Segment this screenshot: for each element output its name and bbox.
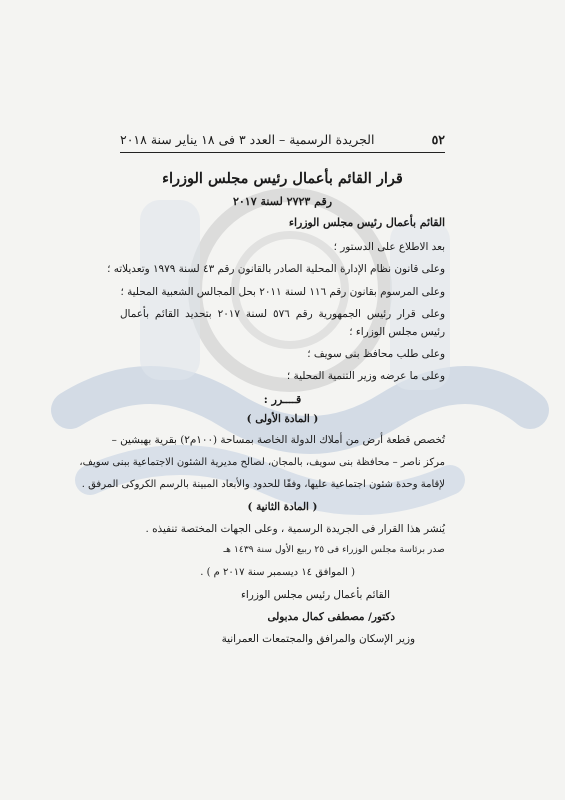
article-1-line: تُخصص قطعة أرض من أملاك الدولة الخاصة بمساحة (١٠٠م٢) بقرية بهبشين – (111, 434, 445, 446)
issued-at: صدر برئاسة مجلس الوزراء فى ٢٥ ربيع الأول سنة ١٤٣٩ هـ (223, 544, 445, 555)
signatory-name: دكتور/ مصطفى كمال مدبولى (267, 611, 395, 623)
preamble-line: وعلى طلب محافظ بنى سويف ؛ (307, 348, 445, 360)
publication-title: الجريدة الرسمية – العدد ٣ فى ١٨ يناير سنة ٢٠١٨ (120, 132, 375, 147)
preamble-line: وعلى قرار رئيس الجمهورية رقم ٥٧٦ لسنة ٢٠١٧ بتحديد القائم بأعمال (120, 308, 445, 320)
corresponding-date: ( الموافق ١٤ ديسمبر سنة ٢٠١٧ م ) . (200, 567, 355, 578)
decree-number: رقم ٢٧٢٣ لسنة ٢٠١٧ (232, 195, 333, 208)
decided-heading: قــــرر : (263, 393, 302, 406)
article-2-title: ( المادة الثانية ) (247, 501, 318, 513)
preamble-line: رئيس مجلس الوزراء ؛ (349, 326, 445, 338)
article-2-text: يُنشر هذا القرار فى الجريدة الرسمية ، وعلى الجهات المختصة تنفيذه . (145, 523, 445, 535)
article-1-line: مركز ناصر – محافظة بنى سويف، بالمجان، لصالح مديرية الشئون الاجتماعية ببنى سويف، (79, 457, 445, 468)
signatory-role: وزير الإسكان والمرافق والمجتمعات العمرانية (221, 633, 415, 645)
decree-title: قرار القائم بأعمال رئيس مجلس الوزراء (162, 170, 403, 187)
article-1-line: لإقامة وحدة شئون اجتماعية عليها، وفقًا للحدود والأبعاد المبينة بالرسم الكروكى المرفق . (81, 479, 445, 490)
preamble-line: وعلى المرسوم بقانون رقم ١١٦ لسنة ٢٠١١ بحل المجالس الشعبية المحلية ؛ (120, 286, 445, 298)
article-1-title: ( المادة الأولى ) (246, 413, 319, 425)
page-number: ٥٢ (431, 132, 445, 147)
preamble-line: وعلى ما عرضه وزير التنمية المحلية ؛ (286, 370, 445, 382)
decree-issuer: القائم بأعمال رئيس مجلس الوزراء (288, 216, 445, 229)
preamble-line: وعلى قانون نظام الإدارة المحلية الصادر بالقانون رقم ٤٣ لسنة ١٩٧٩ وتعديلاته ؛ (107, 263, 445, 275)
page-header (120, 128, 445, 153)
signatory-title: القائم بأعمال رئيس مجلس الوزراء (241, 589, 390, 601)
preamble-line: بعد الاطلاع على الدستور ؛ (333, 241, 445, 253)
